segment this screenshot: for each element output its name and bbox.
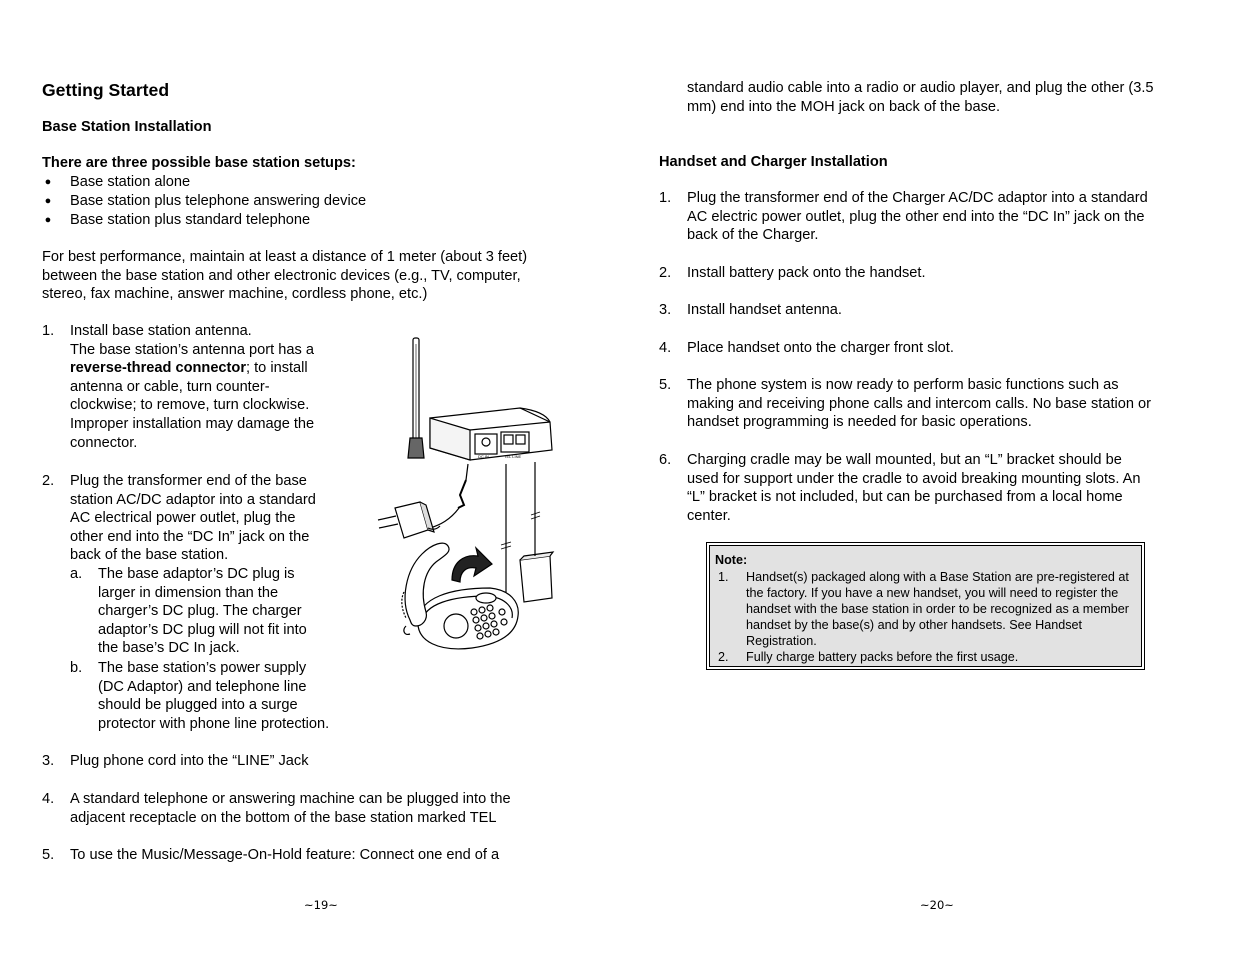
step-3-number: 3. [659,302,672,318]
bullet-icon: ● [44,176,52,188]
step-1-text: Install base station antenna. The base station’s antenna port has a reverse-thread connector; to install antenna or cable, turn counter- clockwise; to remove, turn clockwise. Improper installation may damage the connector. [70,323,315,451]
section-subheading: Base Station Installation [42,119,212,135]
antenna-icon [408,338,424,458]
power-adapter-icon [378,502,440,538]
step-2b-text: The base station’s power supply (DC Adaptor) and telephone line should be plugged into a surge protector with phone line protection. [98,660,330,732]
step-6-number: 6. [659,452,672,468]
step-2-number: 2. [42,473,55,489]
step-1-number: 1. [42,323,55,339]
setups-intro: There are three possible base station setups: [42,155,356,171]
step-2-text: Plug the transformer end of the base station AC/DC adaptor into a standard AC electrical power outlet, plug the other end into the “DC In” jack on the back of the base station. [70,473,316,564]
step-3-text: Plug phone cord into the “LINE” Jack [70,753,309,769]
page-heading: Getting Started [42,80,170,100]
step-2-text: Install battery pack onto the handset. [687,265,926,281]
dc-in-label: DC IN [478,454,489,459]
note-box [706,542,1145,670]
step-2b-label: b. [70,660,83,676]
bullet-icon: ● [44,214,52,226]
step-1-text: Plug the transformer end of the Charger AC/DC adaptor into a standard AC electric power outlet, plug the other end into the “DC In” jack on the back of the Charger. [687,190,1148,244]
step-5-text: The phone system is now ready to perform basic functions such as making and receiving phone calls and intercom calls. No base station or handset programming is needed for basic operations. [687,377,1152,431]
section-heading: Handset and Charger Installation [659,154,888,170]
step-4-text: A standard telephone or answering machine can be plugged into the adjacent receptacle on the bottom of the base station marked TEL [70,791,511,826]
step-5-number: 5. [659,377,672,393]
step-4-number: 4. [42,791,55,807]
step-6-text: Charging cradle may be wall mounted, but an “L” bracket should be used for support under the cradle to avoid breaking mounting slots. An “L” bracket is not included, but can be purchased from a local home center. [687,452,1141,524]
step-5-text: To use the Music/Message-On-Hold feature: Connect one end of a [70,847,500,863]
note-content: Note: 1. Handset(s) packaged along with a Base Station are pre-registered at the factory. If you have a new handset, you will need to register the handset with the base station in order to be recognized as a member handset by the base(s) and by other handsets. See Handset Registration. 2. Fully charge battery packs before the first usage. [709,545,1142,667]
distance-paragraph: For best performance, maintain at least a distance of 1 meter (about 3 feet) between the base station and other electronic devices (e.g., TV, computer, stereo, fax machine, answer machine, cordless phone, etc.) [42,249,528,303]
step-2a-label: a. [70,566,83,582]
base-station-installation-illustration [360,330,560,666]
step-3-number: 3. [42,753,55,769]
arrow-up-icon [452,548,492,582]
page-number-20: ~20~ [920,898,954,912]
step-4-number: 4. [659,340,672,356]
telephone-icon [402,543,518,649]
step-2-number: 2. [659,265,672,281]
bullet-icon: ● [44,195,52,207]
continued-step-5-text: standard audio cable into a radio or audio player, and plug the other (3.5 mm) end into the MOH jack on back of the base. [687,80,1154,115]
step-4-text: Place handset onto the charger front slot. [687,340,954,356]
step-2a-text: The base adaptor’s DC plug is larger in dimension than the charger’s DC plug. The charger adaptor’s DC plug will not fit into the base’s DC In jack. [98,566,307,657]
step-1-number: 1. [659,190,672,206]
step-3-text: Install handset antenna. [687,302,842,318]
base-station-icon [430,408,552,460]
tel-line-label: TEL LINE [504,454,522,459]
page-number-19: ~19~ [304,898,338,912]
note-title: Note: [715,553,748,567]
charger-adapter-icon [520,550,553,602]
step-5-number: 5. [42,847,55,863]
